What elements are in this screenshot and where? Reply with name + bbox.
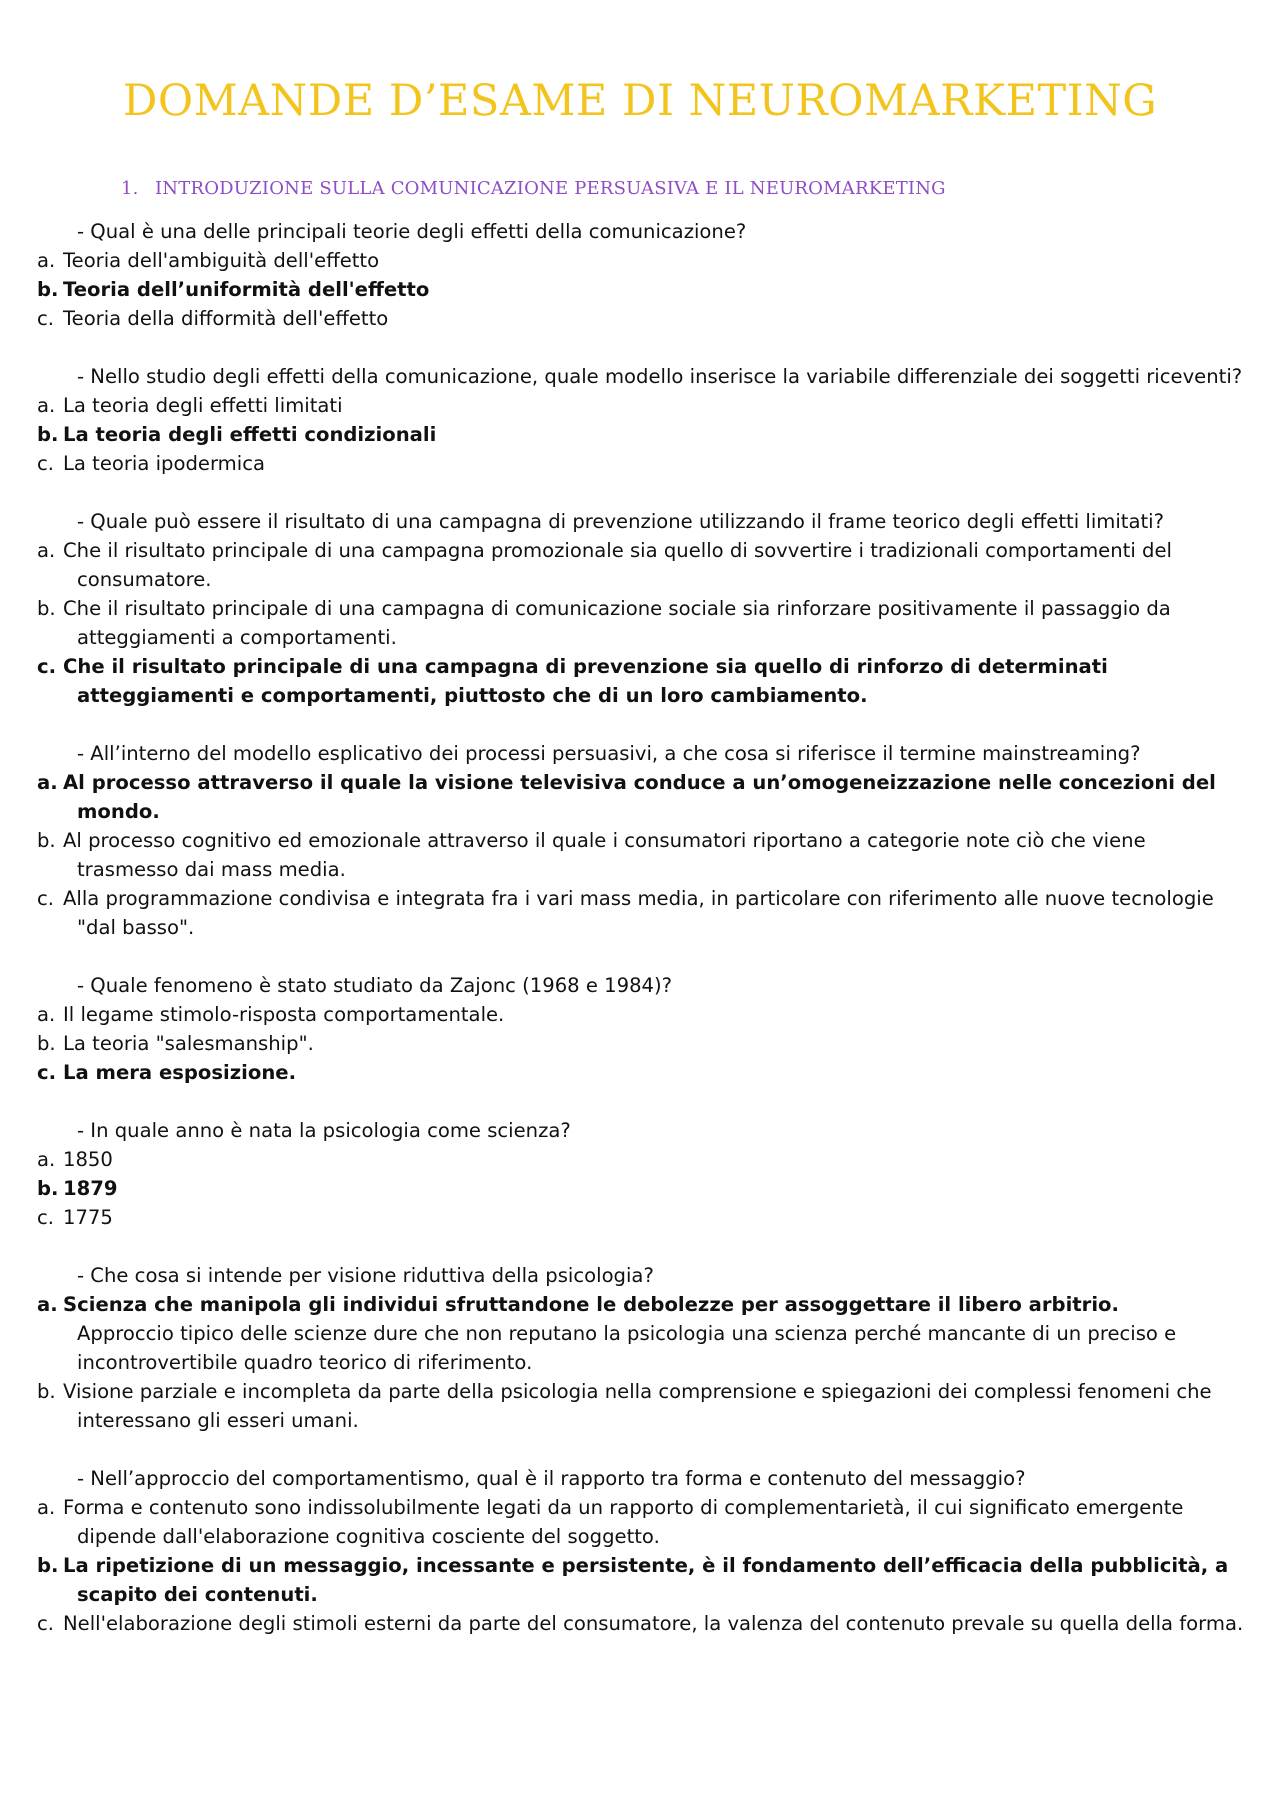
answer-text: La ripetizione di un messaggio, incessante e persistente, è il fondamento dell’efficacia della pubblicità, a scapito dei contenuti. [63, 1554, 1229, 1606]
answer-marker: a. [37, 1148, 56, 1171]
answer-option [37, 304, 1252, 333]
question-text: - Nello studio degli effetti della comunicazione, quale modello inserisce la variabile differenziale dei soggetti riceventi? [77, 365, 1243, 388]
answer-marker: a. [37, 539, 56, 562]
answer-marker: b. [37, 1032, 56, 1055]
answer-text: 1879 [63, 1177, 118, 1200]
answer-option [37, 884, 1252, 942]
answer-text: La teoria degli effetti limitati [63, 394, 343, 417]
answer-marker: b. [37, 278, 59, 301]
question-block [37, 739, 1252, 942]
answer-option [37, 449, 1252, 478]
answer-option [37, 826, 1252, 884]
answer-marker: b. [37, 597, 56, 620]
answer-option [37, 1609, 1252, 1638]
answer-marker: b. [37, 1554, 59, 1577]
answer-text: La teoria degli effetti condizionali [63, 423, 437, 446]
question-block [37, 1464, 1252, 1638]
answer-marker: c. [37, 1206, 55, 1229]
answer-text: Che il risultato principale di una campagna di prevenzione sia quello di rinforzo di determinati atteggiamenti e comportamenti, piuttosto che di un loro cambiamento. [63, 655, 1108, 707]
question-text: - Quale può essere il risultato di una campagna di prevenzione utilizzando il frame teorico degli effetti limitati? [77, 510, 1165, 533]
question-text: - Che cosa si intende per visione riduttiva della psicologia? [77, 1264, 654, 1287]
answer-marker: c. [37, 307, 55, 330]
answer-marker: a. [37, 249, 56, 272]
answer-text: Forma e contenuto sono indissolubilmente legati da un rapporto di complementarietà, il cui significato emergente dipende dall'elaborazione cognitiva cosciente del soggetto. [63, 1496, 1184, 1548]
answer-text: Visione parziale e incompleta da parte della psicologia nella comprensione e spiegazioni dei complessi fenomeni che interessano gli esseri umani. [63, 1380, 1212, 1432]
answer-marker: a. [37, 1293, 58, 1316]
question-block [37, 507, 1252, 710]
section-number: 1. [121, 178, 139, 199]
section-heading [121, 178, 946, 199]
answer-marker: a. [37, 771, 58, 794]
answer-option [37, 246, 1252, 275]
question-text: - Qual è una delle principali teorie degli effetti della comunicazione? [77, 220, 747, 243]
question-block [37, 1116, 1252, 1232]
answer-text: Teoria dell’uniformità dell'effetto [63, 278, 430, 301]
answer-note: Approccio tipico delle scienze dure che non reputano la psicologia una scienza perché mancante di un preciso e incontrovertibile quadro teorico di riferimento. [77, 1322, 1177, 1374]
answer-option [37, 1377, 1252, 1435]
answer-option-correct [37, 1058, 1252, 1087]
section-title: INTRODUZIONE SULLA COMUNICAZIONE PERSUASIVA E IL NEUROMARKETING [155, 178, 946, 199]
answer-option-correct [37, 1290, 1252, 1319]
answer-marker: c. [37, 1612, 55, 1635]
answer-marker: a. [37, 394, 56, 417]
answer-marker: b. [37, 1380, 56, 1403]
answer-option [37, 1145, 1252, 1174]
answer-text: 1775 [63, 1206, 113, 1229]
answer-marker: c. [37, 887, 55, 910]
answer-marker: c. [37, 452, 55, 475]
answer-option [37, 1493, 1252, 1551]
question-block [37, 971, 1252, 1087]
answer-text: Teoria della difformità dell'effetto [63, 307, 389, 330]
question-block [37, 217, 1252, 333]
answer-option-correct [37, 1551, 1252, 1609]
answer-option-correct [37, 275, 1252, 304]
answer-text: Il legame stimolo-risposta comportamentale. [63, 1003, 505, 1026]
answer-option [37, 536, 1252, 594]
answer-option [37, 594, 1252, 652]
answer-text: Alla programmazione condivisa e integrata fra i vari mass media, in particolare con riferimento alle nuove tecnologie "dal basso". [63, 887, 1214, 939]
answer-marker: a. [37, 1496, 56, 1519]
answer-option-correct [37, 1174, 1252, 1203]
answer-text: Teoria dell'ambiguità dell'effetto [63, 249, 380, 272]
answer-text: La mera esposizione. [63, 1061, 297, 1084]
answer-marker: a. [37, 1003, 56, 1026]
question-block [37, 362, 1252, 478]
page-title: DOMANDE D’ESAME DI NEUROMARKETING [122, 76, 1158, 126]
answer-option [37, 391, 1252, 420]
answer-text: Al processo attraverso il quale la visione televisiva conduce a un’omogeneizzazione nelle concezioni del mondo. [63, 771, 1216, 823]
answer-text: Che il risultato principale di una campagna di comunicazione sociale sia rinforzare positivamente il passaggio da atteggiamenti a comportamenti. [63, 597, 1171, 649]
answer-text: Al processo cognitivo ed emozionale attraverso il quale i consumatori riportano a categorie note ciò che viene trasmesso dai mass media. [63, 829, 1146, 881]
answer-marker: b. [37, 1177, 59, 1200]
question-text: - All’interno del modello esplicativo dei processi persuasivi, a che cosa si riferisce il termine mainstreaming? [77, 742, 1141, 765]
answer-text: Che il risultato principale di una campagna promozionale sia quello di sovvertire i tradizionali comportamenti del consumatore. [63, 539, 1172, 591]
question-list [37, 217, 1252, 1667]
question-text: - Quale fenomeno è stato studiato da Zajonc (1968 e 1984)? [77, 974, 673, 997]
answer-option [37, 1203, 1252, 1232]
answer-text: Nell'elaborazione degli stimoli esterni da parte del consumatore, la valenza del contenuto prevale su quella della forma. [63, 1612, 1244, 1635]
answer-option-correct [37, 652, 1252, 710]
answer-text: 1850 [63, 1148, 113, 1171]
answer-option [37, 1000, 1252, 1029]
answer-marker: b. [37, 829, 56, 852]
answer-option [37, 1029, 1252, 1058]
answer-text: La teoria "salesmanship". [63, 1032, 314, 1055]
answer-marker: c. [37, 655, 57, 678]
question-block [37, 1261, 1252, 1435]
answer-option-correct [37, 768, 1252, 826]
answer-text: Scienza che manipola gli individui sfruttandone le debolezze per assoggettare il libero arbitrio. [63, 1293, 1119, 1316]
answer-option-correct [37, 420, 1252, 449]
answer-text: La teoria ipodermica [63, 452, 265, 475]
question-text: - In quale anno è nata la psicologia come scienza? [77, 1119, 571, 1142]
question-text: - Nell’approccio del comportamentismo, qual è il rapporto tra forma e contenuto del messaggio? [77, 1467, 1026, 1490]
answer-marker: b. [37, 423, 59, 446]
answer-marker: c. [37, 1061, 57, 1084]
